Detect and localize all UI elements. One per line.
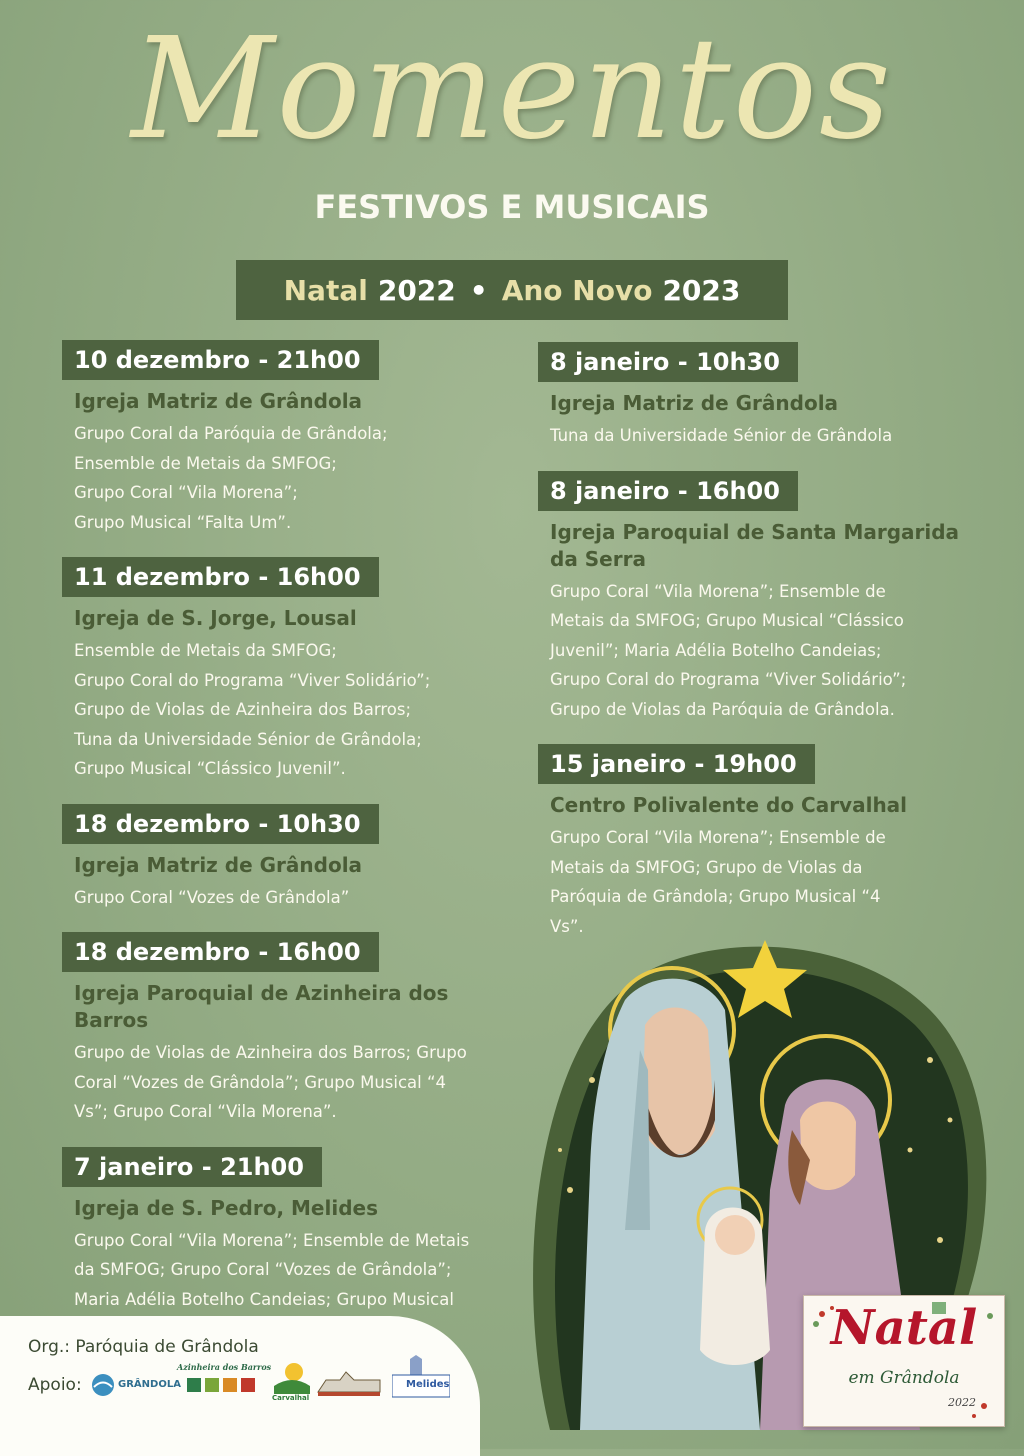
organizer-label: Org.: Paróquia de Grândola bbox=[28, 1337, 259, 1357]
event-block bbox=[62, 804, 522, 913]
event-performers-line: Grupo de Violas de Azinheira dos Barros; Grupo bbox=[74, 1043, 467, 1062]
event-block bbox=[62, 557, 522, 784]
events-right-column bbox=[538, 342, 968, 961]
season-banner bbox=[236, 260, 788, 320]
event-performers-line: Grupo Coral do Programa “Viver Solidário”; bbox=[74, 670, 431, 690]
event-performers-line: Grupo de Violas da Paróquia de Grândola. bbox=[550, 699, 895, 719]
event-performers-line: Grupo Coral “Vozes de Grândola” bbox=[74, 887, 350, 907]
event-performers-line: da SMFOG; Grupo Coral “Vozes de Grândola”; bbox=[74, 1260, 452, 1279]
page-title: Momentos bbox=[131, 8, 893, 171]
event-performers-line: Coral “Vozes de Grândola”; Grupo Musical “4 bbox=[74, 1072, 447, 1092]
banner-separator: • bbox=[469, 273, 488, 307]
event-performers-line: Metais da SMFOG; Grupo de Violas da bbox=[550, 857, 863, 877]
event-performers-line: Maria Adélia Botelho Candeias; Grupo Musical bbox=[74, 1289, 454, 1309]
logo-azinheira-text: Azinheira dos Barros bbox=[177, 1362, 272, 1372]
event-performers-line: Tuna da Universidade Sénior de Grândola bbox=[550, 426, 893, 445]
logo-carvalhal bbox=[272, 1360, 312, 1402]
event-performers-line: Ensemble de Metais da SMFOG; bbox=[74, 641, 337, 660]
event-date: 11 dezembro - 16h00 bbox=[62, 557, 379, 597]
logo-melides-text: Melides bbox=[406, 1379, 450, 1390]
event-date: 7 janeiro - 21h00 bbox=[62, 1147, 322, 1187]
event-date: 10 dezembro - 21h00 bbox=[62, 340, 379, 380]
support-label: Apoio: bbox=[28, 1375, 82, 1395]
logo-grandola bbox=[90, 1372, 181, 1400]
event-venue: Igreja de S. Pedro, Melides bbox=[74, 1195, 378, 1220]
event-block bbox=[538, 744, 968, 941]
event-block bbox=[538, 342, 968, 451]
natal-em-grandola-logo bbox=[803, 1295, 1005, 1427]
event-performers-line: Vs”; Grupo Coral “Vila Morena”. bbox=[74, 1102, 337, 1121]
logo-carvalhal-text: Carvalhal bbox=[272, 1394, 310, 1402]
event-performers-line: Grupo Coral “Vila Morena”; Ensemble de bbox=[550, 828, 886, 847]
event-block bbox=[62, 932, 522, 1127]
event-performers-line: Grupo Coral da Paróquia de Grândola; bbox=[74, 424, 388, 443]
event-block bbox=[62, 1147, 522, 1344]
logo-parish-building bbox=[316, 1368, 384, 1400]
event-venue: Igreja de S. Jorge, Lousal bbox=[74, 606, 357, 630]
event-venue: Centro Polivalente do Carvalhal bbox=[550, 793, 908, 817]
event-venue: Igreja Matriz de Grândola bbox=[74, 389, 363, 413]
event-date: 18 dezembro - 16h00 bbox=[62, 932, 379, 972]
event-performers-line: Grupo Musical “Clássico Juvenil”. bbox=[74, 759, 346, 778]
banner-word-ano-novo: Ano Novo bbox=[501, 273, 653, 307]
event-performers-line: Metais da SMFOG; Grupo Musical “Clássico bbox=[550, 611, 904, 630]
event-block bbox=[62, 340, 522, 537]
event-performers-line: Grupo de Violas de Azinheira dos Barros; bbox=[74, 700, 412, 719]
event-performers-line: Tuna da Universidade Sénior de Grândola; bbox=[74, 729, 422, 749]
event-performers-line: Ensemble de Metais da SMFOG; bbox=[74, 453, 337, 473]
event-performers-line: Vs”. bbox=[550, 916, 584, 936]
event-date: 8 janeiro - 10h30 bbox=[538, 342, 798, 382]
natal-logo-subtitle: em Grândola bbox=[848, 1368, 960, 1388]
event-venue: Igreja Paroquial de Santa Margarida da Serra bbox=[550, 519, 960, 571]
event-block bbox=[538, 471, 968, 725]
natal-logo-word: Natal bbox=[830, 1300, 978, 1356]
event-venue: Igreja Paroquial de Azinheira dos Barros bbox=[74, 981, 449, 1032]
event-date: 8 janeiro - 16h00 bbox=[538, 471, 798, 511]
event-performers-line: Grupo Coral “Vila Morena”; bbox=[74, 483, 298, 502]
logo-grandola-text: GRÂNDOLA bbox=[118, 1379, 181, 1390]
event-performers-line: Grupo Coral do Programa “Viver Solidário”; bbox=[550, 670, 907, 689]
event-performers-line: Paróquia de Grândola; Grupo Musical “4 bbox=[550, 887, 881, 906]
event-venue: Igreja Matriz de Grândola bbox=[74, 852, 363, 877]
banner-year-2022: 2022 bbox=[377, 273, 456, 307]
logo-melides bbox=[392, 1355, 450, 1403]
banner-year-2023: 2023 bbox=[662, 273, 741, 307]
events-left-column bbox=[62, 340, 522, 1364]
event-date: 15 janeiro - 19h00 bbox=[538, 744, 815, 784]
event-performers-line: Grupo Musical “Falta Um”. bbox=[74, 512, 292, 532]
event-date: 18 dezembro - 10h30 bbox=[62, 804, 379, 844]
natal-logo-year: 2022 bbox=[948, 1396, 976, 1409]
event-performers-line: Juvenil”; Maria Adélia Botelho Candeias; bbox=[550, 640, 882, 660]
banner-word-natal: Natal bbox=[283, 273, 368, 307]
page-subtitle: FESTIVOS E MUSICAIS bbox=[314, 188, 710, 226]
event-venue: Igreja Matriz de Grândola bbox=[550, 391, 839, 415]
event-performers-line: Grupo Coral “Vila Morena”; Ensemble de Metais bbox=[74, 1230, 470, 1250]
event-performers-line: Grupo Coral “Vila Morena”; Ensemble de bbox=[550, 581, 886, 601]
